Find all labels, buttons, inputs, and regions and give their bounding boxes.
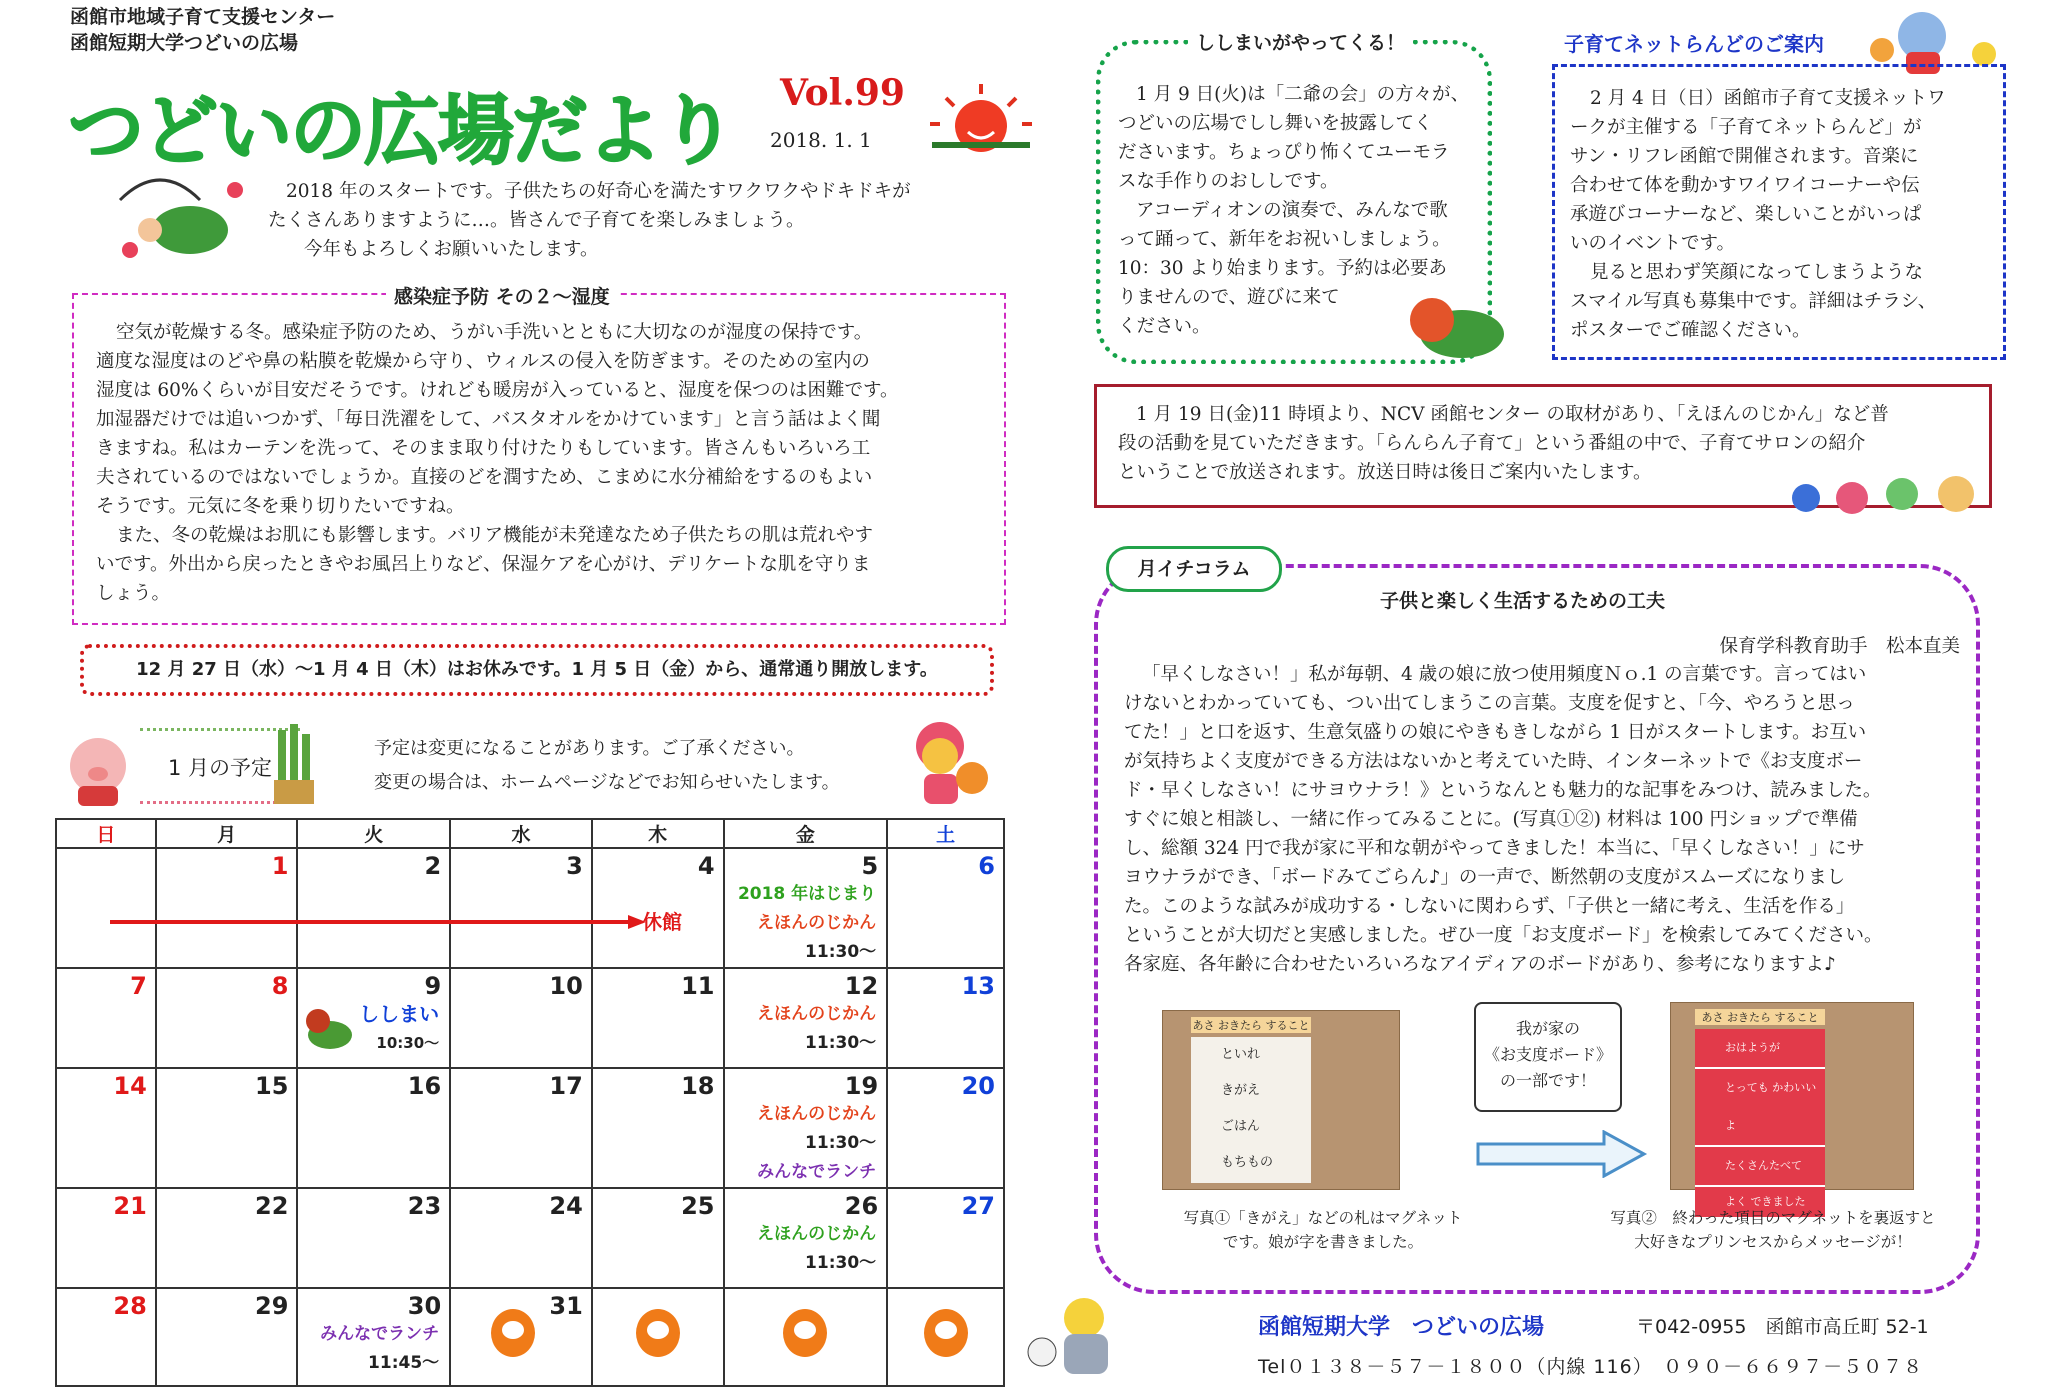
- shishimai-line: 1 月 9 日(火)は「二爺の会」の方々が、: [1136, 84, 1470, 105]
- event-label: 2018 年はじまり: [737, 884, 877, 904]
- day-number: 27: [961, 1192, 995, 1220]
- right-arrow-icon: [1474, 1130, 1654, 1178]
- infection-line: 空気が乾燥する冬。感染症予防のため、うがい手洗いとともに大切なのが湿度の保持です。: [116, 322, 873, 343]
- shishimai-title: ししまいがやってくる！: [1188, 28, 1413, 55]
- column-body: [1124, 660, 1974, 979]
- shishimai-line: ください。: [1118, 316, 1211, 337]
- shishimai-line: ださいます。ちょっぴり怖くてユーモラ: [1118, 142, 1450, 163]
- column-line: ヨウナラができ、「ボードみてごらん♪」の一声で、断然朝の支度がスムーズになりまし: [1124, 867, 1846, 888]
- day-number: 29: [255, 1292, 289, 1320]
- calendar-cell: [297, 968, 450, 1068]
- calendar-week: [56, 968, 1004, 1068]
- calendar-cell: [724, 968, 888, 1068]
- photo-1-card: きがえ: [1221, 1083, 1261, 1098]
- day-number: 15: [255, 1072, 289, 1100]
- netland-line: ポスターでご確認ください。: [1570, 320, 1811, 341]
- schedule-note: 予定は変更になることがあります。ご了承ください。: [374, 738, 805, 759]
- calendar-cell: [724, 1288, 888, 1386]
- netland-line: 2 月 4 日（日）函館市子育て支援ネットワ: [1590, 88, 1946, 109]
- issue-date: 2018. 1. 1: [770, 128, 872, 152]
- calendar-week: [56, 1068, 1004, 1188]
- calendar-cell: [887, 848, 1004, 968]
- kadomatsu-illustration: [270, 724, 318, 806]
- calendar-cell: [592, 968, 724, 1068]
- event-label: ししまい: [359, 1002, 440, 1026]
- day-number: 18: [681, 1072, 715, 1100]
- infection-line: また、冬の乾燥はお肌にも影響します。バリア機能が未発達なため子供たちの肌は荒れやす: [116, 525, 874, 546]
- event-label: えほんのじかん: [757, 913, 877, 933]
- daruma-icon: [491, 1309, 535, 1357]
- bubble-line: の一部です！: [1499, 1071, 1596, 1090]
- day-number: 11: [681, 972, 715, 1000]
- weekday-tue: 火: [297, 819, 450, 848]
- day-number: 30: [407, 1292, 442, 1320]
- calendar-cell: [156, 1288, 298, 1386]
- calendar-cell: [156, 1068, 298, 1188]
- day-number: 4: [697, 852, 715, 880]
- intro-line: 今年もよろしくお願いいたします。: [304, 239, 599, 260]
- event-time: 10:30～: [376, 1034, 440, 1052]
- shishimai-line: りませんので、遊びに来て: [1118, 287, 1340, 308]
- calendar-cell: [56, 1068, 156, 1188]
- infection-title: 感染症予防 その２～湿度: [386, 282, 618, 309]
- photo-2-card: おはようが: [1695, 1029, 1825, 1069]
- pig-illustration: [56, 728, 140, 808]
- holiday-notice: 12 月 27 日（水）～1 月 4 日（木）はお休みです。1 月 5 日（金）から、通常通り開放します。: [80, 644, 994, 696]
- weekday-thu: 木: [592, 819, 724, 848]
- photo-1: [1162, 1010, 1400, 1190]
- day-number: 14: [113, 1072, 147, 1100]
- column-author: 保育学科教育助手 松本直美: [1719, 636, 1960, 657]
- infection-line: いです。外出から戻ったときやお風呂上りなど、保湿ケアを心がけ、デリケートな肌を守りま: [96, 554, 871, 575]
- day-number: 3: [566, 852, 583, 880]
- shishimai-line: つどいの広場でしし舞いを披露してく: [1118, 113, 1433, 134]
- shishimai-line: って踊って、新年をお祝いしましょう。: [1118, 229, 1451, 250]
- event-label: みんなでランチ: [757, 1162, 877, 1182]
- caption-line: 大好きなプリンセスからメッセージが！: [1634, 1233, 1912, 1251]
- infection-line: 夫されているのではないでしょうか。直接のどを潤すため、こまめに水分補給をするのもよい: [96, 467, 873, 488]
- day-number: 20: [961, 1072, 995, 1100]
- day-number: 26: [844, 1192, 879, 1220]
- calendar-cell: [450, 848, 592, 968]
- day-number: 1: [271, 852, 289, 880]
- photo-1-header: あさ おきたら すること: [1192, 1019, 1310, 1032]
- crane-turtle-illustration: [110, 170, 250, 262]
- column-tab: 月イチコラム: [1106, 546, 1282, 592]
- volume-number: Vol.99: [780, 72, 905, 114]
- infection-line: 湿度は 60%くらいが目安だそうです。けれども暖房が入っていると、湿度を保つのは困難です。: [96, 380, 899, 401]
- calendar-cell: [592, 1188, 724, 1288]
- schedule-note: 変更の場合は、ホームページなどでお知らせいたします。: [374, 772, 840, 793]
- column-line: し、総額 324 円で我が家に平和な朝がやってきました！本当に、「早くしなさい！」にサ: [1124, 838, 1865, 859]
- calendar-cell: [56, 968, 156, 1068]
- weekday-mon: 月: [156, 819, 298, 848]
- closed-arrow: [110, 912, 650, 932]
- photo-1-card: もちもの: [1221, 1155, 1274, 1170]
- ncv-line: 1 月 19 日(金)11 時頃より、NCV 函館センター の取材があり、「えほんのじかん」など普: [1136, 404, 1889, 425]
- infection-line: そうです。元気に冬を乗り切りたいですね。: [96, 496, 465, 517]
- day-number: 9: [424, 972, 442, 1000]
- event-time: 11:45～: [368, 1353, 440, 1373]
- org-line-2: 函館短期大学つどいの広場: [70, 32, 299, 54]
- shishimai-line: スな手作りのおししです。: [1118, 171, 1339, 192]
- netland-line: いのイベントです。: [1570, 233, 1736, 254]
- ncv-line: ということで放送されます。放送日時は後日ご案内いたします。: [1118, 462, 1652, 483]
- calendar-cell: [887, 1068, 1004, 1188]
- calendar-week: [56, 848, 1004, 968]
- column-line: すぐに娘と相談し、一緒に作ってみることに。(写真①②) 材料は 100 円ショップで準備: [1124, 809, 1858, 830]
- bubble-line: 我が家の: [1515, 1019, 1580, 1038]
- calendar-week: [56, 1288, 1004, 1386]
- calendar-cell: [156, 848, 298, 968]
- schedule-notes: [374, 732, 840, 800]
- calendar-week: [56, 1188, 1004, 1288]
- calendar-cell: [724, 1068, 888, 1188]
- day-number: [57, 849, 155, 852]
- schedule-title: 1 月の予定: [167, 756, 273, 780]
- day-number: 10: [549, 972, 583, 1000]
- event-time: 11:30～: [805, 1253, 877, 1273]
- column-title: 子供と楽しく生活するための工夫: [1380, 590, 1666, 612]
- column-line: ということが大切だと実感しました。ぜひ一度「お支度ボード」を検索してみてください。: [1124, 925, 1883, 946]
- caption-line: 写真② 終わった項目のマグネットを裏返すと: [1610, 1209, 1936, 1227]
- calendar-cell: [724, 1188, 888, 1288]
- day-number: 7: [130, 972, 147, 1000]
- caption-line: 写真①「きがえ」などの札はマグネット: [1183, 1209, 1463, 1227]
- calendar-cell: [297, 1288, 450, 1386]
- netland-body: [1570, 84, 2000, 345]
- daruma-icon: [636, 1309, 680, 1357]
- calendar-cell: [450, 1288, 592, 1386]
- day-number: 13: [961, 972, 995, 1000]
- netland-line: 見ると思わず笑顔になってしまうような: [1590, 262, 1924, 283]
- calendar-cell: [887, 968, 1004, 1068]
- squirrel-illustration: [900, 716, 992, 812]
- event-label: みんなでランチ: [320, 1324, 440, 1344]
- column-line: 各家庭、各年齢に合わせたいろいろなアイディアのボードがあり、参考になりますよ♪: [1124, 954, 1836, 975]
- infection-line: しょう。: [96, 583, 171, 604]
- day-number: 12: [844, 972, 879, 1000]
- calendar-cell: [450, 1068, 592, 1188]
- column-line: けないとわかっていても、つい出てしまうこの言葉。支度を促すと、「今、やろうと思っ: [1124, 693, 1855, 714]
- intro-text: [268, 177, 1008, 264]
- day-number: 31: [549, 1292, 583, 1320]
- footer-address: 〒042-0955 函館市高丘町 52-1: [1636, 1316, 1929, 1338]
- photo-2-card: たくさんたべて: [1695, 1147, 1825, 1187]
- day-number: 22: [255, 1192, 289, 1220]
- calendar-cell: [450, 1188, 592, 1288]
- day-number: 24: [549, 1192, 583, 1220]
- lion-dance-illustration: [1400, 290, 1510, 364]
- weekday-wed: 水: [450, 819, 592, 848]
- day-number: 19: [844, 1072, 879, 1100]
- calendar-cell: [297, 1068, 450, 1188]
- day-number: 2: [424, 852, 442, 880]
- newsletter-title: つどいの広場だより: [68, 86, 734, 175]
- column-line: 「早くしなさい！」私が毎朝、4 歳の娘に放つ使用頻度Ｎｏ.1 の言葉です。言ってはい: [1142, 664, 1867, 685]
- netland-title: 子育てネットらんどのご案内: [1564, 32, 1824, 56]
- event-label: えほんのじかん: [757, 1004, 877, 1024]
- shishimai-line: 10：30 より始まります。予約は必要あ: [1118, 258, 1447, 279]
- calendar-cell: [887, 1188, 1004, 1288]
- photo-2-caption: [1578, 1206, 1968, 1254]
- daruma-icon: [783, 1309, 827, 1357]
- calendar-cell: [724, 848, 888, 968]
- netland-line: 合わせて体を動かすワイワイコーナーや伝: [1570, 175, 1920, 196]
- calendar-cell: [450, 968, 592, 1068]
- weekday-fri: 金: [724, 819, 888, 848]
- footer-name: 函館短期大学 つどいの広場: [1258, 1315, 1545, 1340]
- calendar-weekday-row: [56, 819, 1004, 848]
- org-line-1: 函館市地域子育て支援センター: [70, 6, 336, 28]
- day-number: 17: [549, 1072, 583, 1100]
- calendar-cell: [592, 1068, 724, 1188]
- calendar: [55, 818, 1005, 1387]
- calendar-cell: [156, 1188, 298, 1288]
- weekday-sat: 土: [887, 819, 1004, 848]
- day-number: 28: [113, 1292, 147, 1320]
- intro-line: 2018 年のスタートです。子供たちの好奇心を満たすワクワクやドキドキが: [286, 181, 911, 202]
- calendar-cell: [156, 968, 298, 1068]
- photo-2-card: とっても かわいいよ: [1695, 1069, 1825, 1147]
- infection-line: 加湿器だけでは追いつかず、「毎日洗濯をして、バスタオルをかけています」と言う話はよく聞: [96, 409, 881, 430]
- infection-line: きますね。私はカーテンを洗って、そのまま取り付けたりもしています。皆さんもいろいろ工: [96, 438, 871, 459]
- event-label: えほんのじかん: [757, 1224, 877, 1244]
- calendar-cell: [887, 1288, 1004, 1386]
- caption-line: です。娘が字を書きました。: [1222, 1233, 1424, 1251]
- calendar-cell: [56, 1288, 156, 1386]
- event-time: 11:30～: [805, 942, 877, 962]
- event-label: えほんのじかん: [757, 1104, 877, 1124]
- netland-line: サン・リフレ函館で開催されます。音楽に: [1570, 146, 1919, 167]
- netland-line: スマイル写真も募集中です。詳細はチラシ、: [1570, 291, 1937, 312]
- day-number: 21: [113, 1192, 147, 1220]
- weekday-sun: 日: [56, 819, 156, 848]
- event-time: 11:30～: [805, 1033, 877, 1053]
- mouse-illustration: [1024, 1290, 1136, 1382]
- photo-2-header: あさ おきたら すること: [1695, 1009, 1825, 1025]
- day-number: 23: [407, 1192, 442, 1220]
- photo-1-card: ごはん: [1221, 1119, 1261, 1134]
- intro-line: たくさんありますように…。皆さんで子育てを楽しみましょう。: [268, 210, 805, 231]
- speech-bubble: [1474, 1002, 1622, 1112]
- event-time: 11:30～: [805, 1133, 877, 1153]
- day-number: 5: [861, 852, 879, 880]
- column-line: た。このような試みが成功する・しないに関わらず、「子供と一緒に考え、生活を作る」: [1124, 896, 1855, 917]
- day-number: 25: [681, 1192, 715, 1220]
- closed-label: 休館: [642, 910, 682, 934]
- photo-2-card: よく できました: [1695, 1187, 1825, 1217]
- daruma-icon: [924, 1309, 968, 1357]
- day-number: 16: [407, 1072, 442, 1100]
- infection-line: 適度な湿度はのどや鼻の粘膜を乾燥から守り、ウィルスの侵入を防ぎます。そのための室内の: [96, 351, 870, 372]
- children-illustration: [1786, 470, 1996, 526]
- bubble-line: 《お支度ボード》: [1483, 1045, 1612, 1064]
- ncv-line: 段の活動を見ていただきます。「らんらん子育て」という番組の中で、子育てサロンの紹介: [1118, 433, 1866, 454]
- day-number: 8: [271, 972, 289, 1000]
- infection-body: [96, 318, 986, 608]
- shishimai-line: アコーディオンの演奏で、みんなで歌: [1136, 200, 1448, 221]
- calendar-cell: [592, 1288, 724, 1386]
- day-number: 6: [978, 852, 995, 880]
- column-line: てた！」と口を返す、生意気盛りの娘にやきもきしながら 1 日がスタートします。お互い: [1124, 722, 1867, 743]
- photo-2: [1670, 1002, 1914, 1208]
- calendar-cell: [297, 1188, 450, 1288]
- sun-illustration: [922, 80, 1040, 160]
- column-line: ド・早くしなさい！にサヨウナラ！》というなんとも魅力的な記事をみつけ、読みました。: [1124, 780, 1882, 801]
- calendar-cell: [56, 1188, 156, 1288]
- footer-tel: Tel０１３８－５７－１８００（内線 116） ０９０－６６９７－５０７８: [1258, 1356, 1924, 1378]
- photo-1-card: といれ: [1221, 1047, 1261, 1062]
- calendar-cell: [297, 848, 450, 968]
- shishimai-icon: [304, 1003, 356, 1053]
- netland-line: 承遊びコーナーなど、楽しいことがいっぱ: [1570, 204, 1922, 225]
- photo-1-board: [1191, 1037, 1311, 1183]
- calendar-cell: [56, 848, 156, 968]
- netland-line: ークが主催する「子育てネットらんど」が: [1570, 117, 1922, 138]
- photo-1-caption: [1148, 1206, 1498, 1254]
- photo-2-board: [1695, 1029, 1825, 1208]
- column-line: が気持ちよく支度ができる方法はないかと考えていた時、インターネットで《お支度ボー: [1124, 751, 1863, 772]
